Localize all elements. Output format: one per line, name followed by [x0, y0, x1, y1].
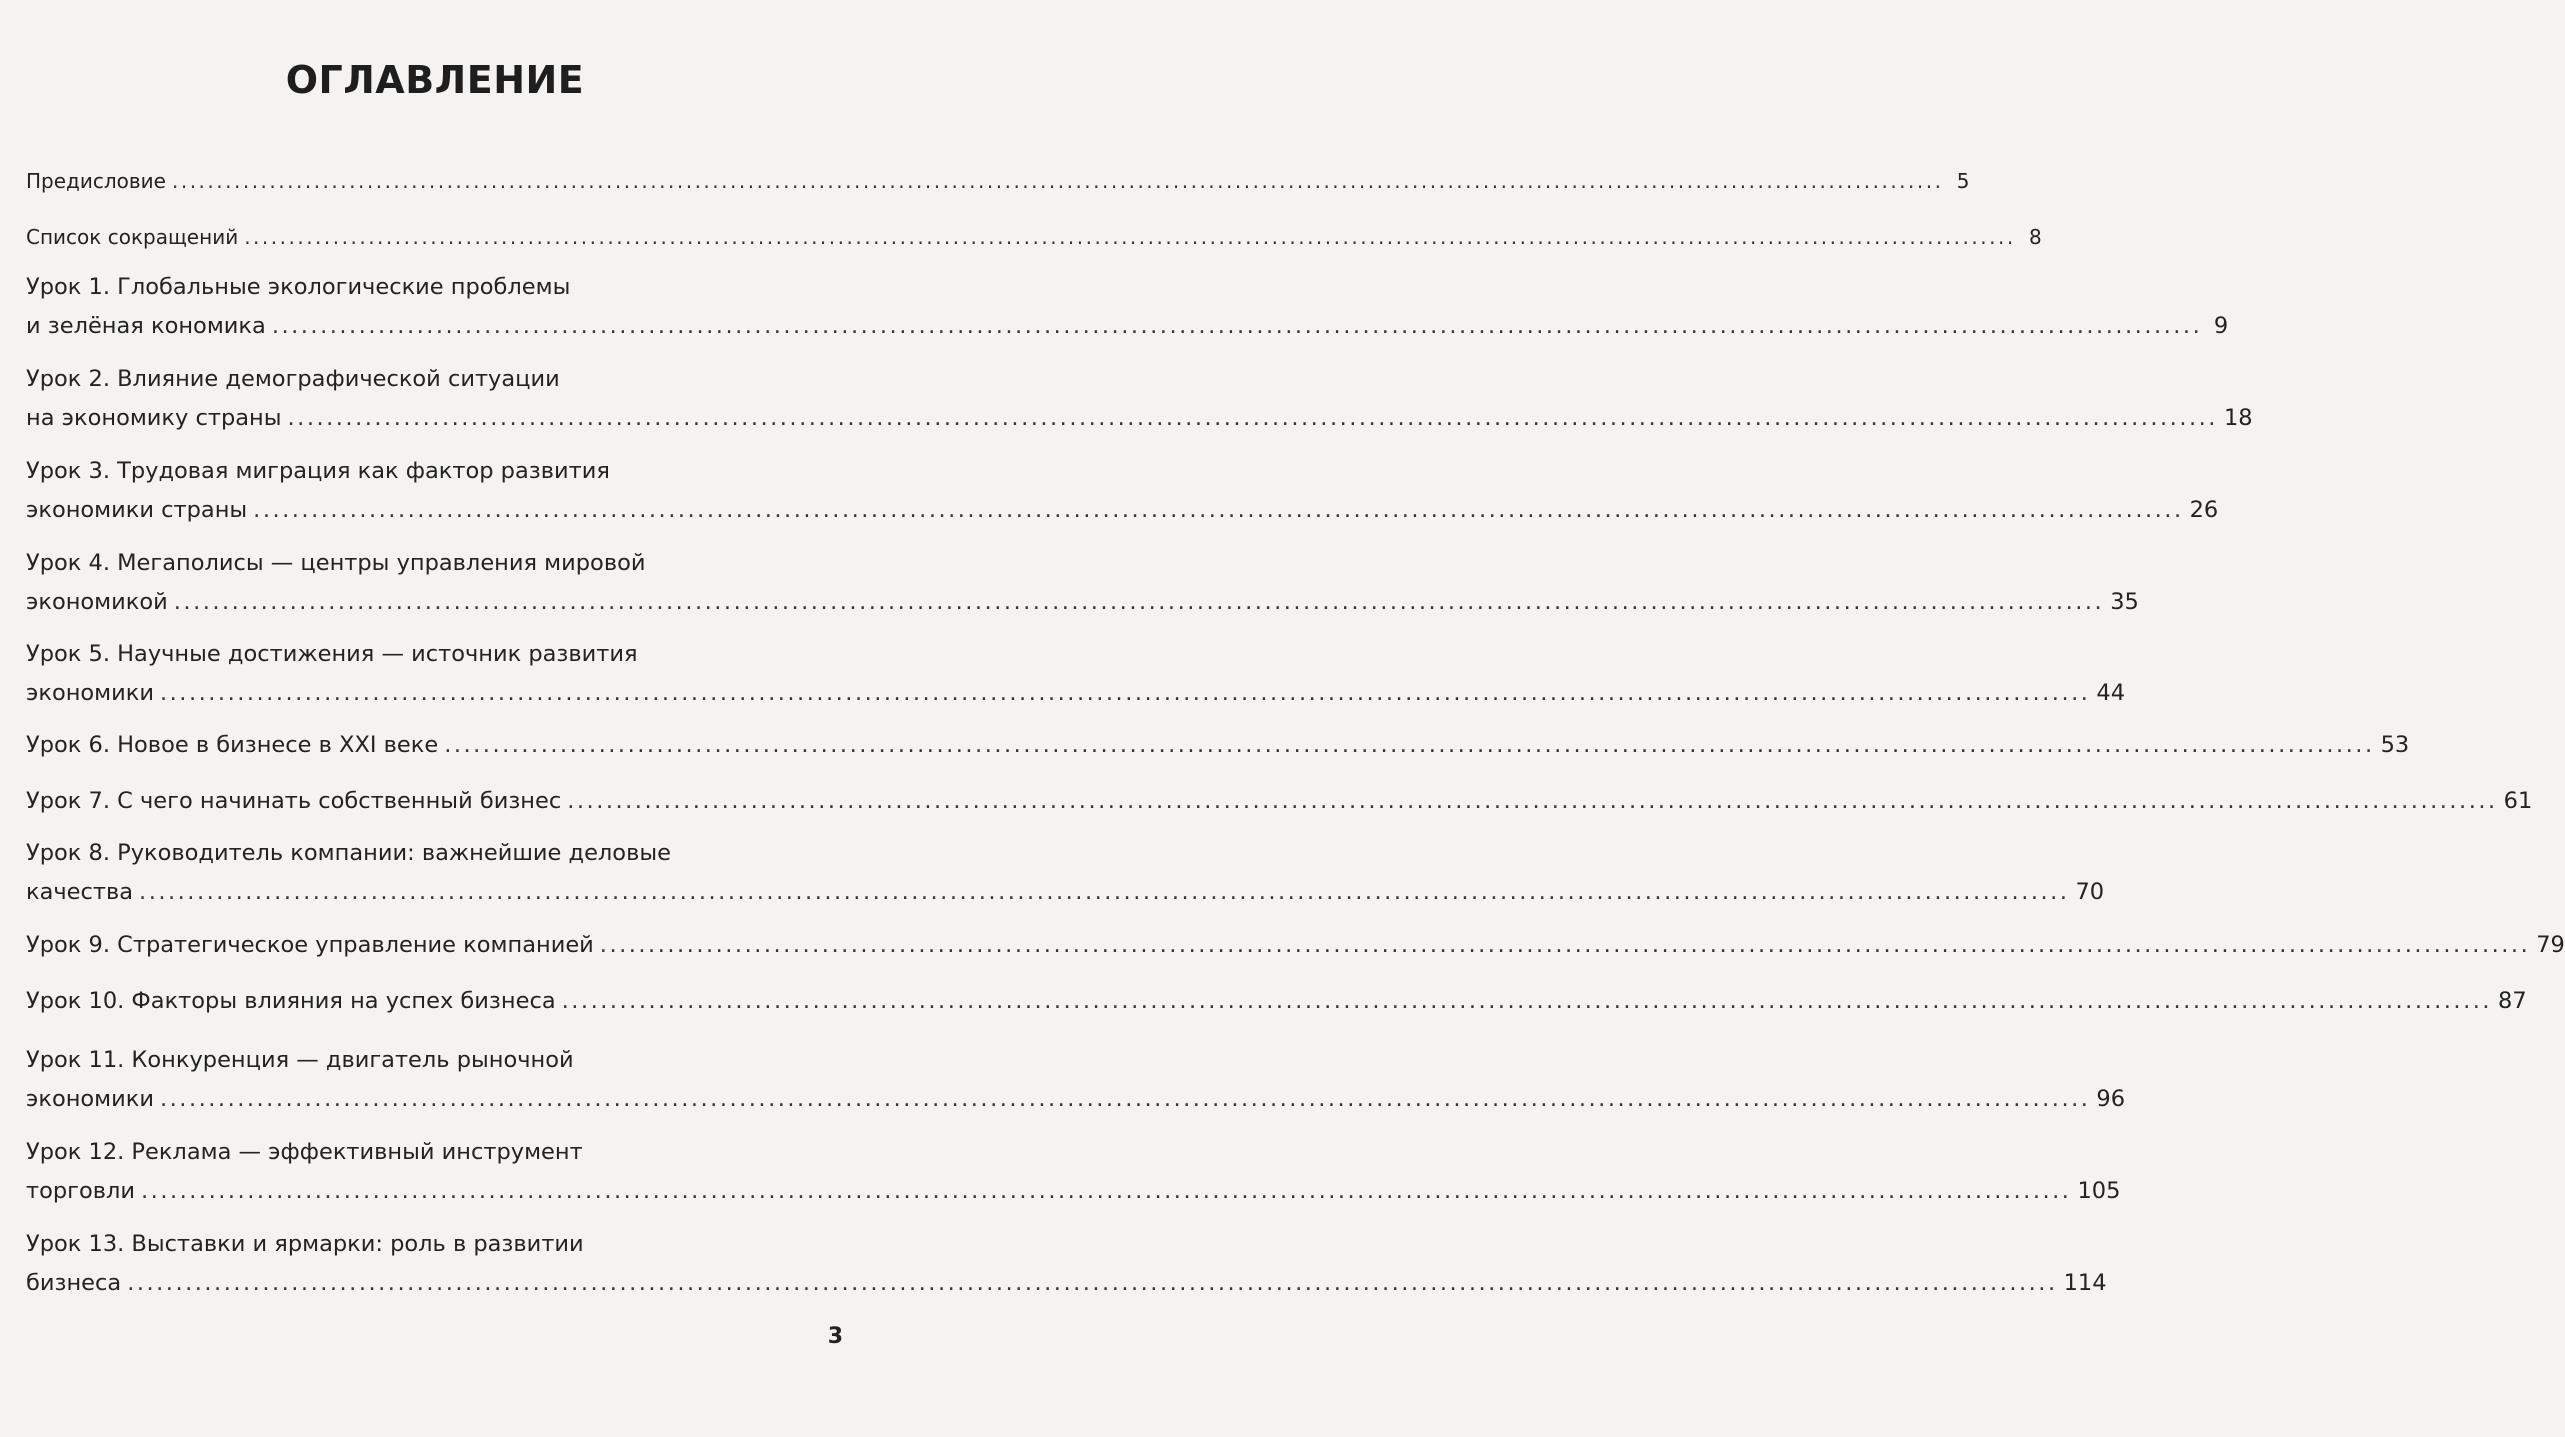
toc-entry-title: Урок 7. С чего начинать собственный бизнес [26, 788, 562, 814]
page-folio-number: 3 [827, 1324, 843, 1349]
toc-entry [26, 982, 2527, 1021]
toc-page-number: 70 [2075, 879, 2105, 905]
dot-leader: ........................................................................................................................................................................................................ [160, 1086, 2091, 1112]
toc-entry-title: Урок 2. Влияние демографической ситуации [26, 366, 560, 392]
toc-page-number: 61 [2503, 788, 2533, 814]
toc-entry [26, 1225, 2107, 1303]
toc-entry [26, 834, 2105, 912]
dot-leader: ........................................................................................................................................................................................................ [561, 988, 2493, 1014]
toc-entry [26, 268, 2229, 346]
toc-entry-title-cont: качества [26, 879, 134, 905]
toc-entry-title-cont: экономикой [26, 589, 168, 615]
toc-page-number: 53 [2380, 732, 2410, 758]
toc-entry-title-cont: бизнеса [26, 1270, 122, 1296]
toc-entry [26, 1041, 2126, 1119]
toc-entry [26, 452, 2219, 530]
dot-leader: ........................................................................................................................................................................................................ [173, 589, 2105, 615]
toc-entry-title: Урок 3. Трудовая миграция как фактор развития [26, 458, 610, 484]
toc-entry [26, 726, 2410, 765]
toc-entry-title: Урок 6. Новое в бизнесе в XXI веке [26, 732, 439, 758]
toc-page-number: 8 [2028, 225, 2042, 249]
dot-leader: ........................................................................................................................................................................................................ [139, 879, 2070, 905]
toc-entry-title: Урок 13. Выставки и ярмарки: роль в развитии [26, 1231, 584, 1257]
dot-leader: ........................................................................................................................................................................................................ [271, 313, 2203, 339]
toc-entry [26, 544, 2139, 622]
dot-leader: ........................................................................................................................................................................................................ [253, 497, 2184, 523]
toc-entry [26, 782, 2533, 821]
toc-page-number: 35 [2110, 589, 2139, 615]
toc-page-number: 105 [2077, 1178, 2121, 1204]
toc-entry-title: Урок 4. Мегаполисы — центры управления мировой [26, 550, 646, 576]
toc-entry [26, 360, 2253, 438]
toc-entry-title: Урок 10. Факторы влияния на успех бизнеса [26, 988, 556, 1014]
dot-leader: ........................................................................................................................................................................................................ [244, 225, 2016, 249]
toc-page-number: 18 [2223, 405, 2253, 431]
toc-entry-title: Урок 8. Руководитель компании: важнейшие деловые [26, 840, 671, 866]
page-title: ОГЛАВЛЕНИЕ [285, 58, 585, 102]
toc-entry [26, 1133, 2121, 1211]
toc-entry-title: Урок 1. Глобальные экологические проблемы [26, 274, 571, 300]
toc-page-number: 5 [1956, 169, 1970, 193]
dot-leader: ........................................................................................................................................................................................................ [160, 680, 2091, 706]
toc-entry-title-cont: торговли [26, 1178, 136, 1204]
dot-leader: ........................................................................................................................................................................................................ [127, 1270, 2058, 1296]
toc-entry [26, 635, 2126, 713]
toc-page-number: 114 [2063, 1270, 2107, 1296]
toc-entry [26, 218, 2042, 257]
toc-entry-title: Урок 9. Стратегическое управление компанией [26, 932, 594, 958]
toc-entry-title: Урок 5. Научные достижения — источник развития [26, 641, 638, 667]
toc-entry-title-cont: экономики страны [26, 497, 248, 523]
toc-page-number: 44 [2096, 680, 2126, 706]
toc-entry [26, 162, 1970, 201]
toc-entry [26, 926, 2565, 965]
toc-entry-title: Урок 12. Реклама — эффективный инструмент [26, 1139, 583, 1165]
toc-entry-title: Предисловие [26, 169, 166, 193]
toc-entry-title: Список сокращений [26, 225, 239, 249]
toc-page-number: 9 [2213, 313, 2229, 339]
dot-leader: ........................................................................................................................................................................................................ [141, 1178, 2072, 1204]
dot-leader: ........................................................................................................................................................................................................ [567, 788, 2498, 814]
dot-leader: ........................................................................................................................................................................................................ [171, 169, 1944, 193]
toc-entry-title-cont: экономики [26, 1086, 154, 1112]
toc-page-number: 96 [2096, 1086, 2126, 1112]
toc-page-number: 26 [2189, 497, 2219, 523]
toc-entry-title-cont: на экономику страны [26, 405, 282, 431]
toc-entry-title-cont: экономики [26, 680, 154, 706]
dot-leader: ........................................................................................................................................................................................................ [287, 405, 2218, 431]
toc-page-number: 87 [2498, 988, 2527, 1014]
toc-page-number: 79 [2536, 932, 2565, 958]
dot-leader: ........................................................................................................................................................................................................ [599, 932, 2531, 958]
toc-entry-title-cont: и зелёная кономика [26, 313, 266, 339]
dot-leader: ........................................................................................................................................................................................................ [444, 732, 2375, 758]
toc-entry-title: Урок 11. Конкуренция — двигатель рыночной [26, 1047, 574, 1073]
